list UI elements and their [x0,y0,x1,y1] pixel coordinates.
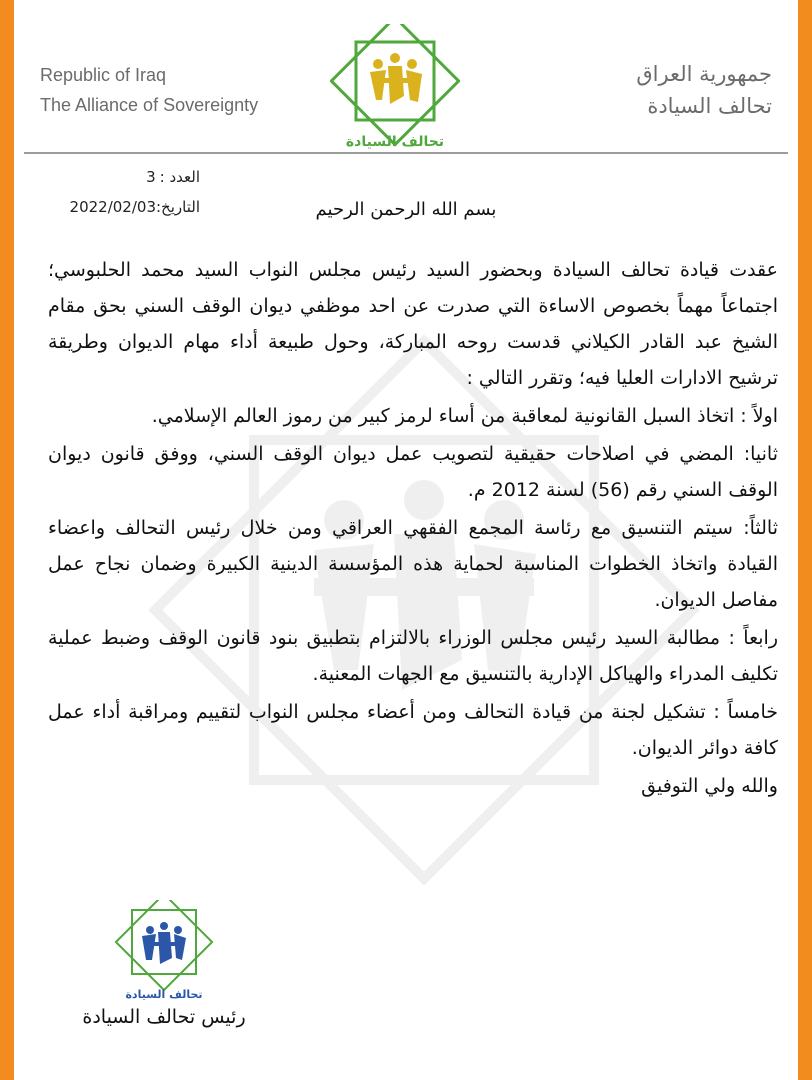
logo-caption-top: تحالف السيادة [345,134,445,150]
header-arabic [472,58,772,122]
date-value: 2022/02/03 [69,198,156,216]
resolution-item-5: خامساً : تشكيل لجنة من قيادة التحالف ومن أعضاء مجلس النواب لتقييم ومراقبة أداء عمل كافة دوائر الديوان. [48,701,778,759]
logo-caption-bottom: تحالف السيادة [125,988,203,1001]
header-ar-org: تحالف السيادة [647,94,772,118]
header-english [40,60,340,120]
number-label: العدد : [159,168,200,186]
closing-line: والله ولي التوفيق [641,775,778,797]
resolution-item-3: ثالثاً: سيتم التنسيق مع رئاسة المجمع الفقهي العراقي ومن خلال رئيس التحالف واعضاء القيادة واتخاذ الخطوات المناسبة لحماية هذه المؤسسة الدينية الكبيرة وضمان نجاح عمل مفاصل الديوان. [48,517,778,611]
alliance-logo-signature [108,900,220,1004]
basmala: بسم الله الرحمن الرحيم [315,199,497,220]
header-en-org: The Alliance of Sovereignty [40,95,259,115]
header-ar-country: جمهورية العراق [636,62,772,86]
letter-page [14,0,798,1080]
intro-paragraph: عقدت قيادة تحالف السيادة وبحضور السيد رئيس مجلس النواب السيد محمد الحلبوسي؛ اجتماعاً مهماً بخصوص الاساءة التي صدرت عن احد موظفي ديوان الوقف السني بحق مقام الشيخ عبد القادر الكيلاني قدست روحه المباركة، وحول طبيعة أداء مهام الديوان وطريقة ترشيح الادارات العليا فيه؛ وتقرر التالي : [48,259,778,389]
resolution-item-1: اولاً : اتخاذ السبل القانونية لمعاقبة من أساء لرمز كبير من رموز العالم الإسلامي. [151,405,778,427]
signature-title: رئيس تحالف السيادة [82,1006,246,1028]
resolution-item-2: ثانيا: المضي في اصلاحات حقيقية لتصويب عمل ديوان الوقف السني، ووفق قانون ديوان الوقف السني رقم (56) لسنة 2012 م. [48,443,778,501]
date-label: التاريخ: [156,198,200,216]
header-divider [24,152,788,154]
header-en-country: Republic of Iraq [40,65,167,85]
alliance-logo [330,24,460,154]
number-row [20,162,200,192]
letter-body [48,252,778,806]
resolution-item-4: رابعاً : مطالبة السيد رئيس مجلس الوزراء بالالتزام بتطبيق بنود قانون الوقف وضبط عملية تكليف المدراء والهياكل الإدارية بالتنسيق مع الجهات المعنية. [48,627,778,685]
number-value: 3 [146,168,156,186]
